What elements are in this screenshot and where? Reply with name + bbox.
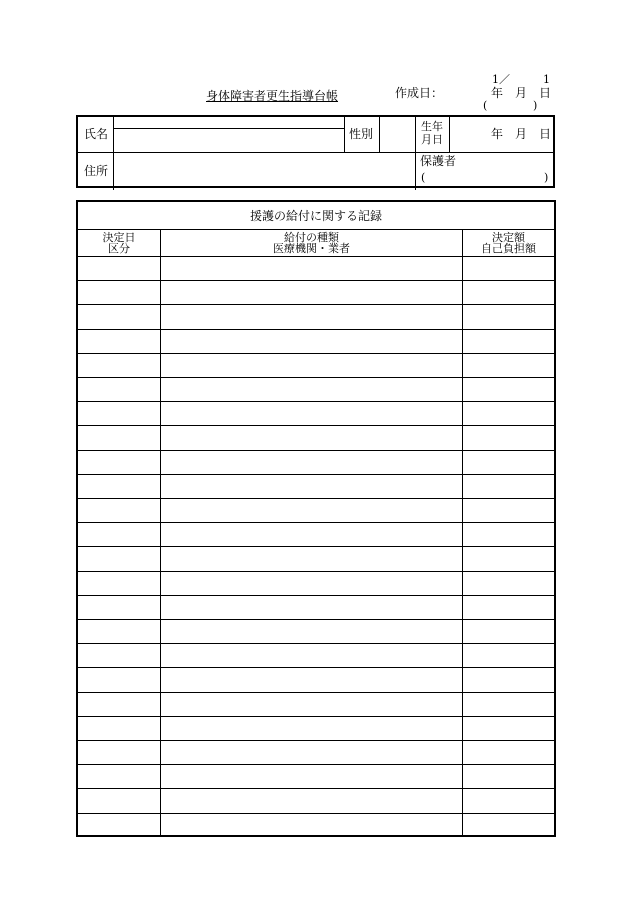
col-benefit-type-line1: 給付の種類 bbox=[284, 231, 339, 244]
table-row[interactable] bbox=[78, 789, 554, 812]
birthdate-label-line2: 月日 bbox=[421, 133, 443, 146]
gender-field[interactable] bbox=[380, 117, 415, 152]
table-row[interactable] bbox=[78, 475, 554, 498]
table-row[interactable] bbox=[78, 693, 554, 716]
birth-year-unit: 年 bbox=[491, 127, 504, 141]
created-paren-open: ( bbox=[483, 99, 488, 112]
table-row[interactable] bbox=[78, 668, 554, 691]
table-row[interactable] bbox=[78, 426, 554, 449]
table-row[interactable] bbox=[78, 572, 554, 595]
table-row[interactable] bbox=[78, 281, 554, 304]
document-title: 身体障害者更生指導台帳 bbox=[206, 89, 339, 103]
name-kana-field[interactable] bbox=[114, 117, 344, 128]
table-row[interactable] bbox=[78, 547, 554, 570]
table-row[interactable] bbox=[78, 378, 554, 401]
table-row[interactable] bbox=[78, 644, 554, 667]
page-number-denominator: 1 bbox=[543, 73, 550, 86]
guardian-paren-close: ) bbox=[544, 171, 549, 184]
created-month-unit: 月 bbox=[515, 86, 528, 100]
birth-day-unit: 日 bbox=[539, 127, 552, 141]
table-row[interactable] bbox=[78, 814, 554, 837]
table-row[interactable] bbox=[78, 596, 554, 619]
table-row[interactable] bbox=[78, 717, 554, 740]
created-day-unit: 日 bbox=[539, 86, 552, 100]
created-date-label: 作成日： bbox=[395, 86, 444, 100]
table-row[interactable] bbox=[78, 523, 554, 546]
address-field[interactable] bbox=[114, 153, 415, 188]
col-decision-date-line1: 決定日 bbox=[102, 231, 136, 244]
table-row[interactable] bbox=[78, 620, 554, 643]
table-row[interactable] bbox=[78, 402, 554, 425]
created-paren-close: ) bbox=[533, 99, 538, 112]
name-label: 氏名 bbox=[84, 127, 109, 141]
table-row[interactable] bbox=[78, 499, 554, 522]
table-row[interactable] bbox=[78, 330, 554, 353]
address-label: 住所 bbox=[84, 164, 109, 178]
table-row[interactable] bbox=[78, 451, 554, 474]
table-row[interactable] bbox=[78, 257, 554, 280]
name-field[interactable] bbox=[114, 129, 344, 152]
page-number-numerator: 1／ bbox=[492, 73, 510, 86]
gender-label: 性別 bbox=[349, 127, 374, 141]
col-self-pay-line2: 自己負担額 bbox=[481, 242, 536, 255]
records-title: 援護の給付に関する記録 bbox=[249, 209, 382, 223]
guardian-paren-open: ( bbox=[421, 171, 426, 184]
table-row[interactable] bbox=[78, 765, 554, 788]
col-category-line2: 区分 bbox=[108, 242, 130, 255]
table-row[interactable] bbox=[78, 354, 554, 377]
birthdate-label-line1: 生年 bbox=[421, 120, 443, 133]
birth-month-unit: 月 bbox=[515, 127, 528, 141]
info-table bbox=[76, 115, 555, 188]
table-row[interactable] bbox=[78, 305, 554, 328]
created-year-unit: 年 bbox=[491, 86, 504, 100]
col-institution-line2: 医療機関・業者 bbox=[273, 242, 350, 255]
guardian-label: 保護者 bbox=[420, 154, 457, 168]
col-decision-amount-line1: 決定額 bbox=[492, 231, 525, 244]
records-table bbox=[76, 200, 556, 837]
table-row[interactable] bbox=[78, 741, 554, 764]
